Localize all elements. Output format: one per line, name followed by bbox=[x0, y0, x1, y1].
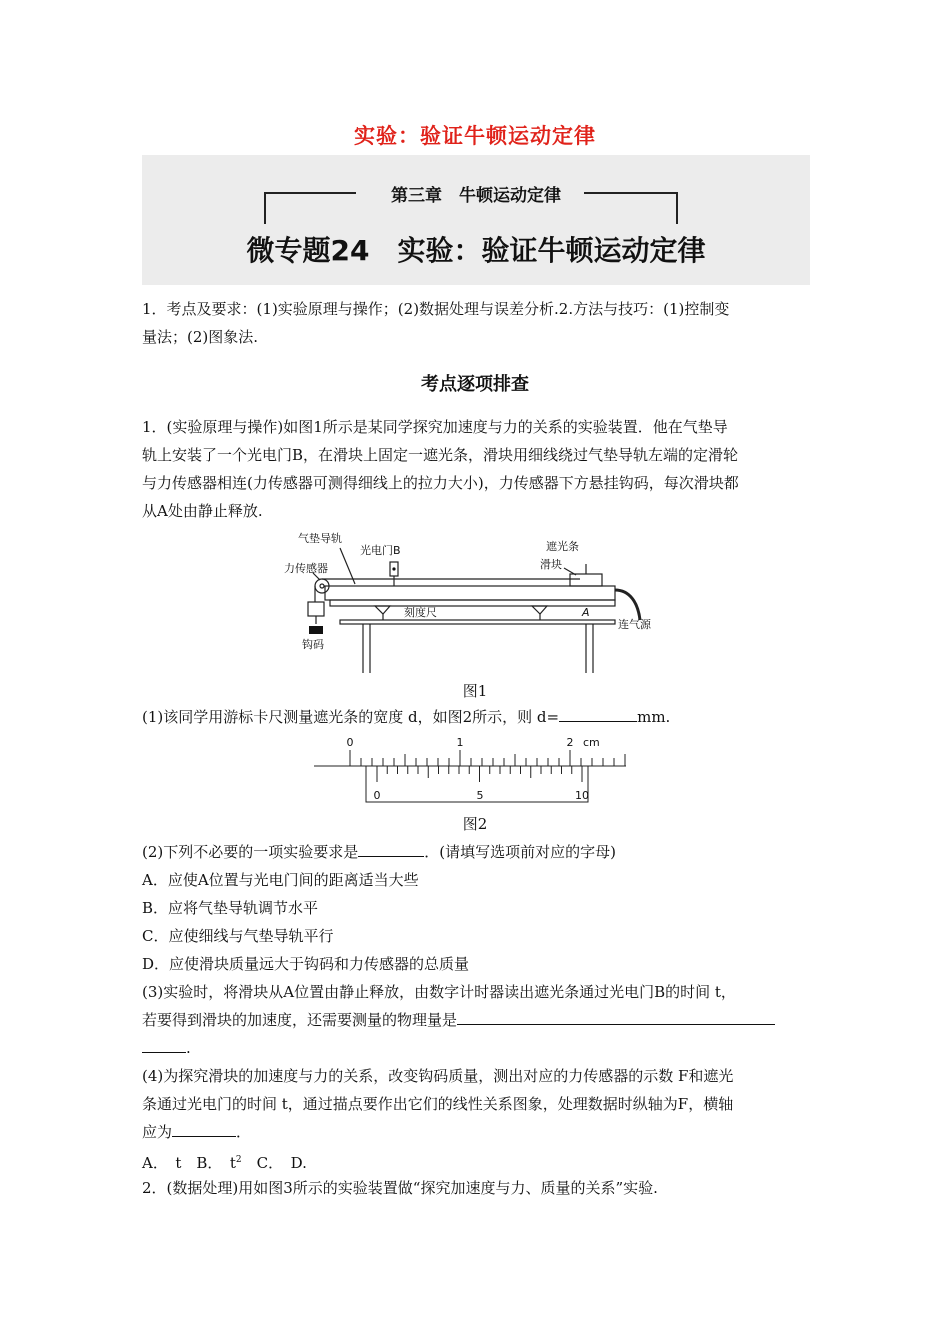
part-4 bbox=[142, 1062, 812, 1177]
stem-line: 从A处由静止释放. bbox=[142, 502, 263, 520]
intro-paragraph bbox=[142, 295, 812, 351]
ruler-strip bbox=[330, 600, 615, 606]
intro-line: 量法；(2)图象法. bbox=[142, 328, 259, 346]
chapter-banner bbox=[142, 155, 810, 285]
main-label-0: 0 bbox=[346, 736, 354, 749]
part-2-text: (2)下列不必要的一项实验要求是 bbox=[142, 843, 359, 861]
part-4-end: ． bbox=[236, 1123, 252, 1141]
slider bbox=[570, 574, 602, 586]
label-strip: 遮光条 bbox=[546, 540, 579, 553]
part-4-line: 应为 bbox=[142, 1123, 173, 1141]
main-label-1: 1 bbox=[456, 736, 464, 749]
stem-line: 1．(实验原理与操作)如图1所示是某同学探究加速度与力的关系的实验装置．他在气垫导 bbox=[142, 418, 728, 436]
label-a: A bbox=[582, 606, 590, 619]
part-1-unit: mm. bbox=[637, 708, 671, 726]
force-sensor bbox=[308, 602, 324, 616]
part-3-end: . bbox=[186, 1039, 191, 1057]
section-heading: 考点逐项排查 bbox=[421, 374, 529, 395]
part-1 bbox=[142, 703, 812, 731]
part-3-line: 若要得到滑块的加速度，还需要测量的物理量是 bbox=[142, 1011, 458, 1029]
option-d: D．应使滑块质量远大于钩码和力传感器的总质量 bbox=[142, 955, 470, 973]
figure-2-caption: 图2 bbox=[462, 815, 488, 833]
label-ruler: 刻度尺 bbox=[404, 606, 437, 619]
label-sensor: 力传感器 bbox=[284, 562, 328, 575]
chapter-label: 第三章 牛顿运动定律 bbox=[391, 186, 561, 206]
page-title: 实验：验证牛顿运动定律 bbox=[354, 124, 596, 148]
part-4-line: 条通过光电门的时间 t，通过描点要作出它们的线性关系图象，处理数据时纵轴为F，横轴 bbox=[142, 1095, 734, 1113]
table-top bbox=[340, 620, 615, 624]
part-4-choices bbox=[142, 1146, 812, 1177]
part-3 bbox=[142, 978, 812, 1062]
label-gate: 光电门B bbox=[360, 544, 401, 557]
choices-sup: 2 bbox=[235, 1155, 242, 1165]
option-c: C．应使细线与气垫导轨平行 bbox=[142, 927, 334, 945]
choices-cd: C． D. bbox=[241, 1154, 307, 1172]
answer-blank[interactable] bbox=[142, 1036, 186, 1053]
vernier-label-10: 10 bbox=[575, 789, 589, 802]
air-rail bbox=[325, 586, 615, 600]
topic-heading: 微专题24 实验：验证牛顿运动定律 bbox=[246, 234, 706, 267]
vernier-label-5: 5 bbox=[476, 789, 484, 802]
stem-line: 轨上安装了一个光电门B，在滑块上固定一遮光条，滑块用细线绕过气垫导轨左端的定滑轮 bbox=[142, 446, 739, 464]
part-2-tail: ．(请填写选项前对应的字母) bbox=[424, 843, 616, 861]
label-air: 连气源 bbox=[618, 618, 651, 631]
part-4-line: (4)为探究滑块的加速度与力的关系，改变钩码质量，测出对应的力传感器的示数 F和遮光 bbox=[142, 1067, 734, 1085]
answer-blank[interactable] bbox=[559, 705, 637, 722]
figure-1-apparatus bbox=[280, 528, 680, 676]
figure-2-caliper bbox=[310, 732, 630, 808]
choices-ab: A． t B． t bbox=[142, 1154, 236, 1172]
part-1-text: (1)该同学用游标卡尺测量遮光条的宽度 d，如图2所示，则 d= bbox=[142, 708, 560, 726]
hook-weight bbox=[309, 626, 323, 634]
answer-blank[interactable] bbox=[358, 840, 424, 857]
question-2-stem: 2．(数据处理)用如图3所示的实验装置做“探究加速度与力、质量的关系”实验. bbox=[142, 1179, 658, 1197]
vernier-label-0: 0 bbox=[373, 789, 381, 802]
part-2 bbox=[142, 838, 812, 978]
label-weight: 钩码 bbox=[302, 638, 324, 651]
part-3-line: (3)实验时，将滑块从A位置由静止释放，由数字计时器读出遮光条通过光电门B的时间 t， bbox=[142, 983, 736, 1001]
air-hose bbox=[615, 590, 640, 620]
label-slider: 滑块 bbox=[540, 558, 562, 571]
label-rail: 气垫导轨 bbox=[298, 532, 342, 545]
intro-line: 1．考点及要求：(1)实验原理与操作；(2)数据处理与误差分析.2.方法与技巧：(1)控制变 bbox=[142, 300, 730, 318]
main-unit: cm bbox=[583, 736, 600, 749]
main-scale-ticks bbox=[350, 750, 625, 766]
option-a: A．应使A位置与光电门间的距离适当大些 bbox=[142, 871, 419, 889]
question-1-stem bbox=[142, 413, 812, 525]
answer-blank[interactable] bbox=[457, 1008, 775, 1025]
answer-blank[interactable] bbox=[172, 1120, 236, 1137]
vernier-scale-ticks bbox=[377, 766, 582, 782]
stem-line: 与力传感器相连(力传感器可测得细线上的拉力大小)，力传感器下方悬挂钩码，每次滑块都 bbox=[142, 474, 739, 492]
main-label-2: 2 bbox=[566, 736, 574, 749]
option-b: B．应将气垫导轨调节水平 bbox=[142, 899, 319, 917]
figure-1-caption: 图1 bbox=[462, 682, 488, 700]
